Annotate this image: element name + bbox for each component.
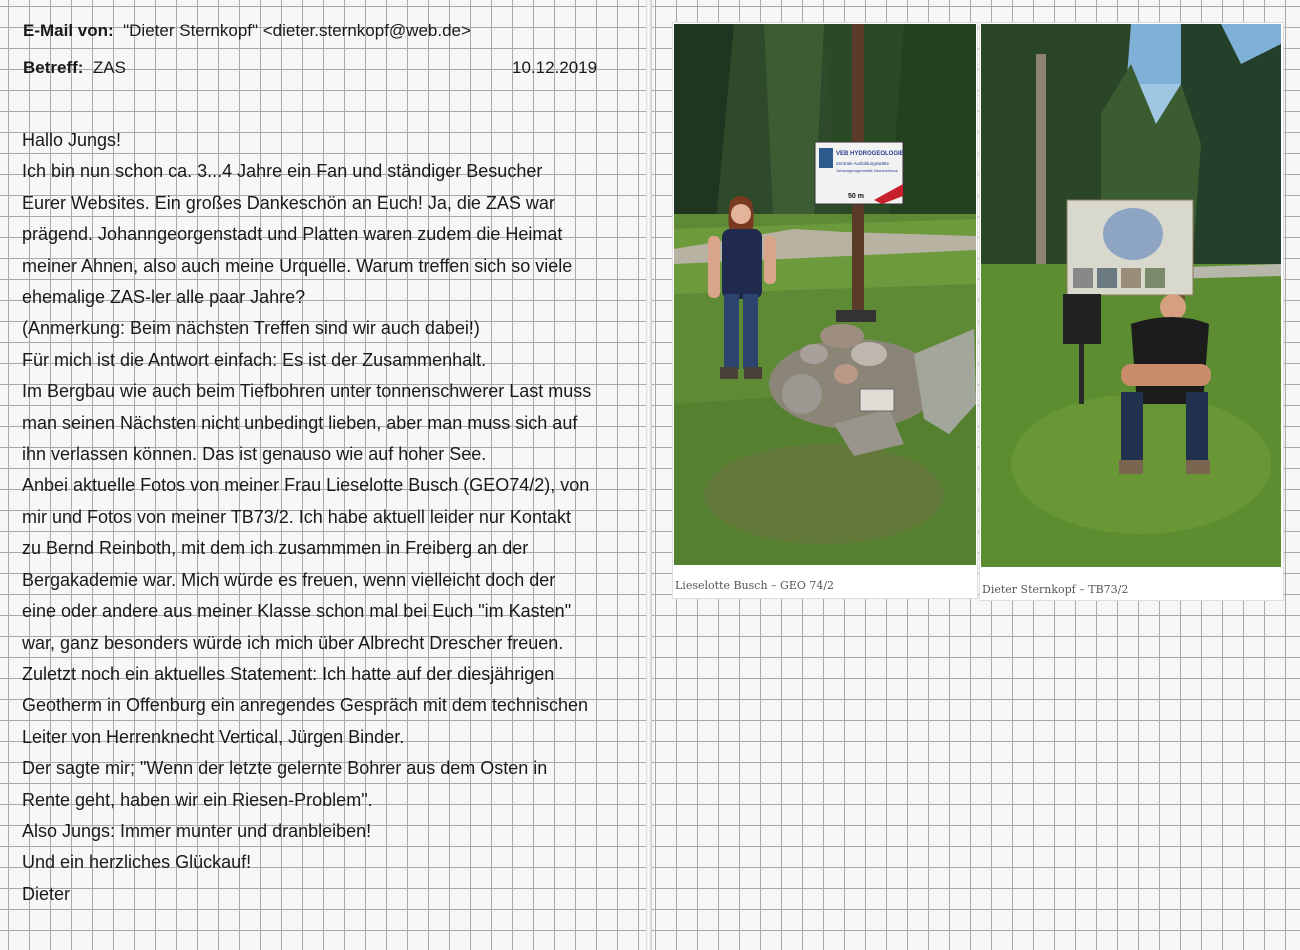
- email-date: 10.12.2019: [512, 58, 598, 77]
- from-label: E-Mail von:: [23, 21, 114, 40]
- subject-label: Betreff:: [23, 58, 84, 77]
- email-body-line: Der sagte mir; "Wenn der letzte gelernte Bohrer aus dem Osten in: [22, 758, 548, 779]
- email-body-line: Bergakademie war. Mich würde es freuen, wenn vielleicht doch der: [22, 569, 556, 590]
- email-body-line: eine oder andere aus meiner Klasse schon mal bei Euch "im Kasten": [22, 601, 572, 622]
- photo-woman-at-stone-memorial: [674, 24, 976, 565]
- photo-man-at-info-board: [981, 24, 1281, 567]
- email-body-line: meiner Ahnen, also auch meine Urquelle. Warum treffen sich so viele: [22, 255, 573, 276]
- email-body-line: Und ein herzliches Glückauf!: [22, 852, 252, 873]
- hydrogeologie-sign: [815, 142, 904, 204]
- email-subject-line: [23, 58, 126, 78]
- left-notebook-page: [0, 0, 646, 950]
- photo-card-dieter: [979, 22, 1284, 601]
- email-body-line: Leiter von Herrenknecht Vertical, Jürgen Binder.: [22, 726, 405, 747]
- photo-caption-lieselotte: Lieselotte Busch – GEO 74/2: [675, 579, 835, 592]
- email-body-line: Anbei aktuelle Fotos von meiner Frau Lieselotte Busch (GEO74/2), von: [22, 475, 590, 496]
- email-body-line: (Anmerkung: Beim nächsten Treffen sind wir auch dabei!): [22, 318, 480, 339]
- email-body-line: mir und Fotos von meiner TB73/2. Ich habe aktuell leider nur Kontakt: [22, 506, 571, 527]
- email-body-line: Dieter: [22, 883, 71, 904]
- email-body-line: prägend. Johanngeorgenstadt und Platten waren zudem die Heimat: [22, 224, 563, 245]
- email-body-line: Ich bin nun schon ca. 3...4 Jahre ein Fan und ständiger Besucher: [22, 161, 543, 182]
- email-body-line: Rente geht, haben wir ein Riesen-Problem".: [22, 789, 373, 810]
- sign-line-3: Johanngeorgenstadt-Neuoberhaus: [836, 168, 898, 173]
- email-body-line: Im Bergbau wie auch beim Tiefbohren unter tonnenschwerer Last muss: [22, 381, 592, 402]
- email-body-line: war, ganz besonders würde ich mich über Albrecht Drescher freuen.: [22, 632, 564, 653]
- from-value: "Dieter Sternkopf" <dieter.sternkopf@web.de>: [123, 21, 471, 40]
- sign-title: VEB HYDROGEOLOGIE: [836, 151, 904, 157]
- info-board: [1067, 200, 1193, 300]
- email-body-line: Eurer Websites. Ein großes Dankeschön an Euch! Ja, die ZAS war: [22, 192, 555, 213]
- email-body-line: man seinen Nächsten nicht unbedingt lieben, aber man muss sich auf: [22, 412, 578, 433]
- email-body-line: ihn verlassen können. Das ist genauso wie auf hoher See.: [22, 444, 487, 465]
- photo-card-lieselotte: [672, 22, 978, 599]
- email-body: [22, 125, 632, 910]
- email-from-line: [23, 21, 471, 41]
- email-body-line: Hallo Jungs!: [22, 130, 122, 150]
- email-body-line: Zuletzt noch ein aktuelles Statement: Ich hatte auf der diesjährigen: [22, 663, 555, 684]
- email-body-line: Für mich ist die Antwort einfach: Es ist der Zusammenhalt.: [22, 349, 487, 370]
- subject-value: ZAS: [92, 58, 126, 77]
- sign-distance: 50 m: [848, 193, 864, 200]
- email-body-line: ehemalige ZAS-ler alle paar Jahre?: [22, 287, 306, 308]
- email-body-line: zu Bernd Reinboth, mit dem ich zusammmen in Freiberg an der: [22, 538, 529, 559]
- email-body-line: Geotherm in Offenburg ein anregendes Gespräch mit dem technischen: [22, 695, 588, 716]
- email-body-line: Also Jungs: Immer munter und dranbleiben!: [22, 820, 372, 841]
- photo-caption-dieter: Dieter Sternkopf – TB73/2: [982, 583, 1129, 596]
- sign-line-2: Zentrale Ausbildungsstätte: [836, 161, 890, 166]
